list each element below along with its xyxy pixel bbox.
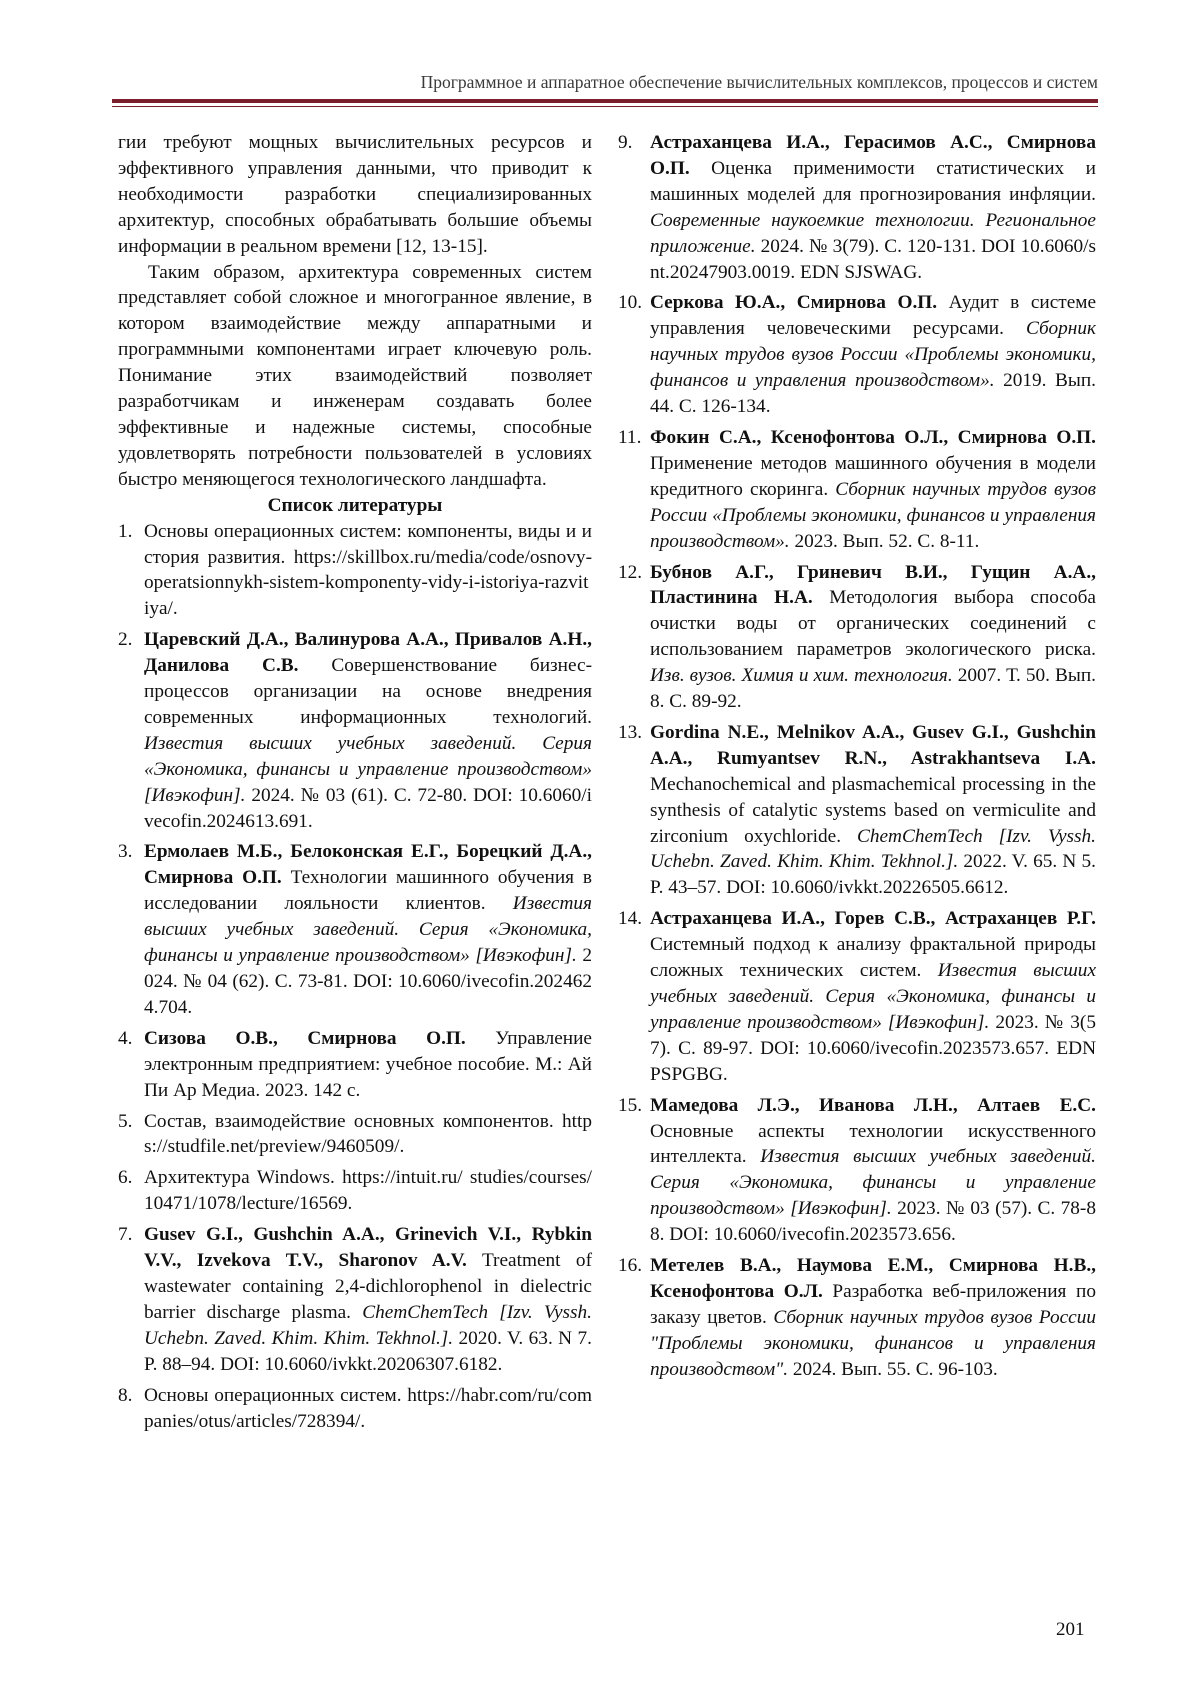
- reference-item: [118, 1383, 592, 1435]
- reference-details: 2019. Вып. 44. С. 126-134.: [650, 370, 1096, 418]
- reference-number: 2.: [118, 629, 133, 651]
- reference-number: 14.: [618, 908, 643, 930]
- reference-authors: Царевский Д.А., Валинурова А.А., Привалов А.Н., Данилова С.В.: [144, 629, 592, 677]
- reference-item: [618, 130, 1096, 285]
- reference-text: Основы операционных систем. https://habr.com/ru/companies/otus/articles/728394/.: [144, 1384, 592, 1432]
- reference-details: 2024. № 3(79). С. 120-131. DOI 10.6060/snt.20247903.0019. EDN SJSWAG.: [650, 235, 1096, 283]
- header-rule-thick: [112, 99, 1098, 103]
- reference-number: 1.: [118, 520, 133, 542]
- reference-number: 11.: [618, 426, 642, 448]
- reference-title: Применение методов машинного обучения в модели кредитного скоринга.: [650, 452, 1096, 500]
- reference-number: 7.: [118, 1224, 133, 1246]
- reference-title: Mechanochemical and plasmachemical processing in the synthesis of catalytic systems based on vermiculite and zirconium oxychloride.: [650, 773, 1096, 847]
- reference-source: ChemChemTech [Izv. Vyssh. Uchebn. Zaved. Khim. Khim. Tekhnol.].: [144, 1301, 592, 1349]
- reference-source: Известия высших учебных заведений. Серия «Экономика, финансы и управление производством» [Ивэкофин].: [650, 960, 1096, 1033]
- reference-title: Разработка веб-приложения по заказу цветов.: [650, 1280, 1096, 1328]
- reference-item: [618, 290, 1097, 420]
- page-number: 201: [1056, 1619, 1085, 1640]
- reference-number: 5.: [118, 1110, 133, 1132]
- reference-details: 2023. № 03 (57). С. 78-88. DOI: 10.6060/ivecofin.2023573.656.: [650, 1198, 1096, 1246]
- reference-number: 13.: [618, 721, 643, 743]
- reference-authors: Астраханцева И.А., Герасимов А.С., Смирнова О.П.: [650, 132, 1096, 179]
- reference-number: 9.: [618, 132, 633, 153]
- right-column: [618, 130, 1097, 1388]
- reference-item: [118, 1109, 592, 1161]
- reference-title: Совершенствование бизнес-процессов организации на основе внедрения современных информационных технологий.: [144, 655, 593, 728]
- reference-details: 2007. Т. 50. Вып. 8. С. 89-92.: [650, 665, 1097, 713]
- reference-source: Сборник научных трудов вузов России "Проблемы экономики, финансов и управления производством".: [650, 1306, 1097, 1380]
- reference-list: [618, 130, 1097, 1383]
- reference-number: 12.: [618, 561, 643, 583]
- reference-item: [618, 560, 1097, 715]
- reference-number: 16.: [618, 1255, 643, 1277]
- reference-details: 2024. Вып. 55. С. 96-103.: [788, 1358, 998, 1380]
- reference-title: Системный подход к анализу фрактальной природы сложных технических систем.: [650, 934, 1096, 982]
- reference-item: [118, 1026, 592, 1104]
- reference-item: [118, 627, 592, 834]
- reference-authors: Серкова Ю.А., Смирнова О.П.: [650, 292, 938, 314]
- reference-title: Treatment of wastewater containing 2,4-dichlorophenol in dielectric barrier discharge plasma.: [144, 1250, 592, 1323]
- reference-title: Методология выбора способа очистки воды от органических соединений с использованием параметров экологического риска.: [650, 587, 1096, 661]
- reference-source: ChemChemTech [Izv. Vyssh. Uchebn. Zaved. Khim. Khim. Tekhnol.].: [650, 825, 1096, 873]
- reference-item: [618, 906, 1096, 1087]
- reference-text: Архитектура Windows. https://intuit.ru/ studies/courses/10471/1078/lecture/16569.: [144, 1167, 592, 1215]
- reference-item: [618, 1253, 1097, 1383]
- reference-text: Основы операционных систем: компоненты, виды и история развития. https://skillbox.ru/media/code/osnovy-operatsionnykh-sistem-komponenty-vidy-i-istoriya-razvitiya/.: [144, 520, 592, 620]
- reference-authors: Сизова О.В., Смирнова О.П.: [144, 1027, 466, 1049]
- reference-details: 2023. № 3(57). С. 89-97. DOI: 10.6060/ivecofin.2023573.657. EDN PSPGBG.: [650, 1011, 1096, 1085]
- reference-source: Сборник научных трудов вузов России «Проблемы экономики, финансов и управления производством».: [650, 478, 1096, 552]
- reference-number: 6.: [118, 1167, 133, 1189]
- reference-number: 15.: [618, 1094, 643, 1116]
- reference-details: 2024. № 04 (62). С. 73-81. DOI: 10.6060/ivecofin.2024624.704.: [144, 945, 592, 1018]
- reference-source: Современные наукоемкие технологии. Региональное приложение.: [650, 209, 1096, 257]
- reference-title: Управление электронным предприятием: учебное пособие. М.: Ай Пи Ар Медиа. 2023. 142 с.: [144, 1027, 592, 1101]
- reference-title: Основные аспекты технологии искусственного интеллекта.: [650, 1120, 1096, 1168]
- references-heading: Список литературы: [267, 494, 443, 516]
- reference-title: Технологии машинного обучения в исследовании лояльности клиентов.: [144, 867, 592, 915]
- reference-source: Изв. вузов. Химия и хим. технология.: [650, 665, 953, 687]
- reference-details: 2022. V. 65. N 5. P. 43–57. DOI: 10.6060/ivkkt.20226505.6612.: [650, 851, 1096, 899]
- reference-authors: Ермолаев М.Б., Белоконская Е.Г., Борецкий Д.А., Смирнова О.П.: [144, 841, 592, 889]
- reference-details: 2024. № 03 (61). С. 72-80. DOI: 10.6060/ivecofin.2024613.691.: [144, 784, 592, 832]
- reference-authors: Фокин С.А., Ксенофонтова О.Л., Смирнова О.П.: [650, 426, 1096, 448]
- body-paragraph: Таким образом, архитектура современных систем представляет собой сложное и многогранное явление, в котором взаимодействие между аппаратными и программными компонентами играет ключевую роль. Понимание этих взаимодействий позволяет разработчикам и инженерам создавать более эффективные и надежные системы, способные удовлетворять потребности пользователей в условиях быстро меняющегося технологического ландшафта.: [118, 261, 592, 490]
- body-paragraph: гии требуют мощных вычислительных ресурсов и эффективного управления данными, что приводит к необходимости разработки специализированных архитектур, способных обрабатывать большие объемы информации в реальном времени [12, 13-15].: [118, 132, 592, 257]
- reference-item: [618, 425, 1096, 555]
- reference-item: [618, 720, 1096, 901]
- reference-source: Известия высших учебных заведений. Серия «Экономика, финансы и управление производством» [Ивэкофин].: [650, 1146, 1097, 1220]
- reference-item: [118, 839, 592, 1020]
- header-rule-thin: [112, 106, 1098, 107]
- reference-item: [118, 519, 592, 623]
- reference-item: [118, 1222, 592, 1377]
- reference-item: [618, 1093, 1097, 1248]
- reference-title: Аудит в системе управления человеческими ресурсами.: [650, 292, 1097, 340]
- reference-details: 2023. Вып. 52. С. 8-11.: [789, 530, 980, 552]
- reference-authors: Gusev G.I., Gushchin A.A., Grinevich V.I., Rybkin V.V., Izvekova T.V., Sharonov A.V.: [144, 1224, 592, 1272]
- reference-authors: Бубнов А.Г., Гриневич В.И., Гущин А.А., Пластинина Н.А.: [650, 561, 1096, 609]
- reference-source: Сборник научных трудов вузов России «Проблемы экономики, финансов и управления производством».: [650, 318, 1096, 392]
- reference-details: 2020. V. 63. N 7. P. 88–94. DOI: 10.6060/ivkkt.20206307.6182.: [144, 1327, 592, 1375]
- reference-text: Состав, взаимодействие основных компонентов. https://studfile.net/preview/9460509/.: [144, 1110, 592, 1158]
- reference-number: 3.: [118, 841, 133, 863]
- reference-title: Оценка применимости статистических и машинных моделей для прогнозирования инфляции.: [650, 157, 1096, 205]
- reference-authors: Мамедова Л.Э., Иванова Л.Н., Алтаев Е.С.: [650, 1094, 1096, 1116]
- left-column: [118, 130, 592, 1439]
- running-header: Программное и аппаратное обеспечение вычислительных комплексов, процессов и систем: [420, 72, 1098, 92]
- reference-number: 4.: [118, 1027, 133, 1049]
- reference-authors: Gordina N.E., Melnikov A.A., Gusev G.I., Gushchin A.A., Rumyantsev R.N., Astrakhantseva I.A.: [650, 721, 1096, 769]
- reference-number: 8.: [118, 1384, 133, 1406]
- reference-authors: Астраханцева И.А., Горев С.В., Астраханцев Р.Г.: [650, 908, 1096, 930]
- reference-source: Известия высших учебных заведений. Серия «Экономика, финансы и управление производством» [Ивэкофин].: [144, 893, 592, 967]
- reference-list: [118, 519, 592, 1435]
- reference-source: Известия высших учебных заведений. Серия «Экономика, финансы и управление производством» [Ивэкофин].: [144, 732, 592, 806]
- reference-item: [118, 1165, 592, 1217]
- reference-number: 10.: [618, 292, 643, 314]
- reference-authors: Метелев В.А., Наумова Е.М., Смирнова Н.В., Ксенофонтова О.Л.: [650, 1255, 1096, 1302]
